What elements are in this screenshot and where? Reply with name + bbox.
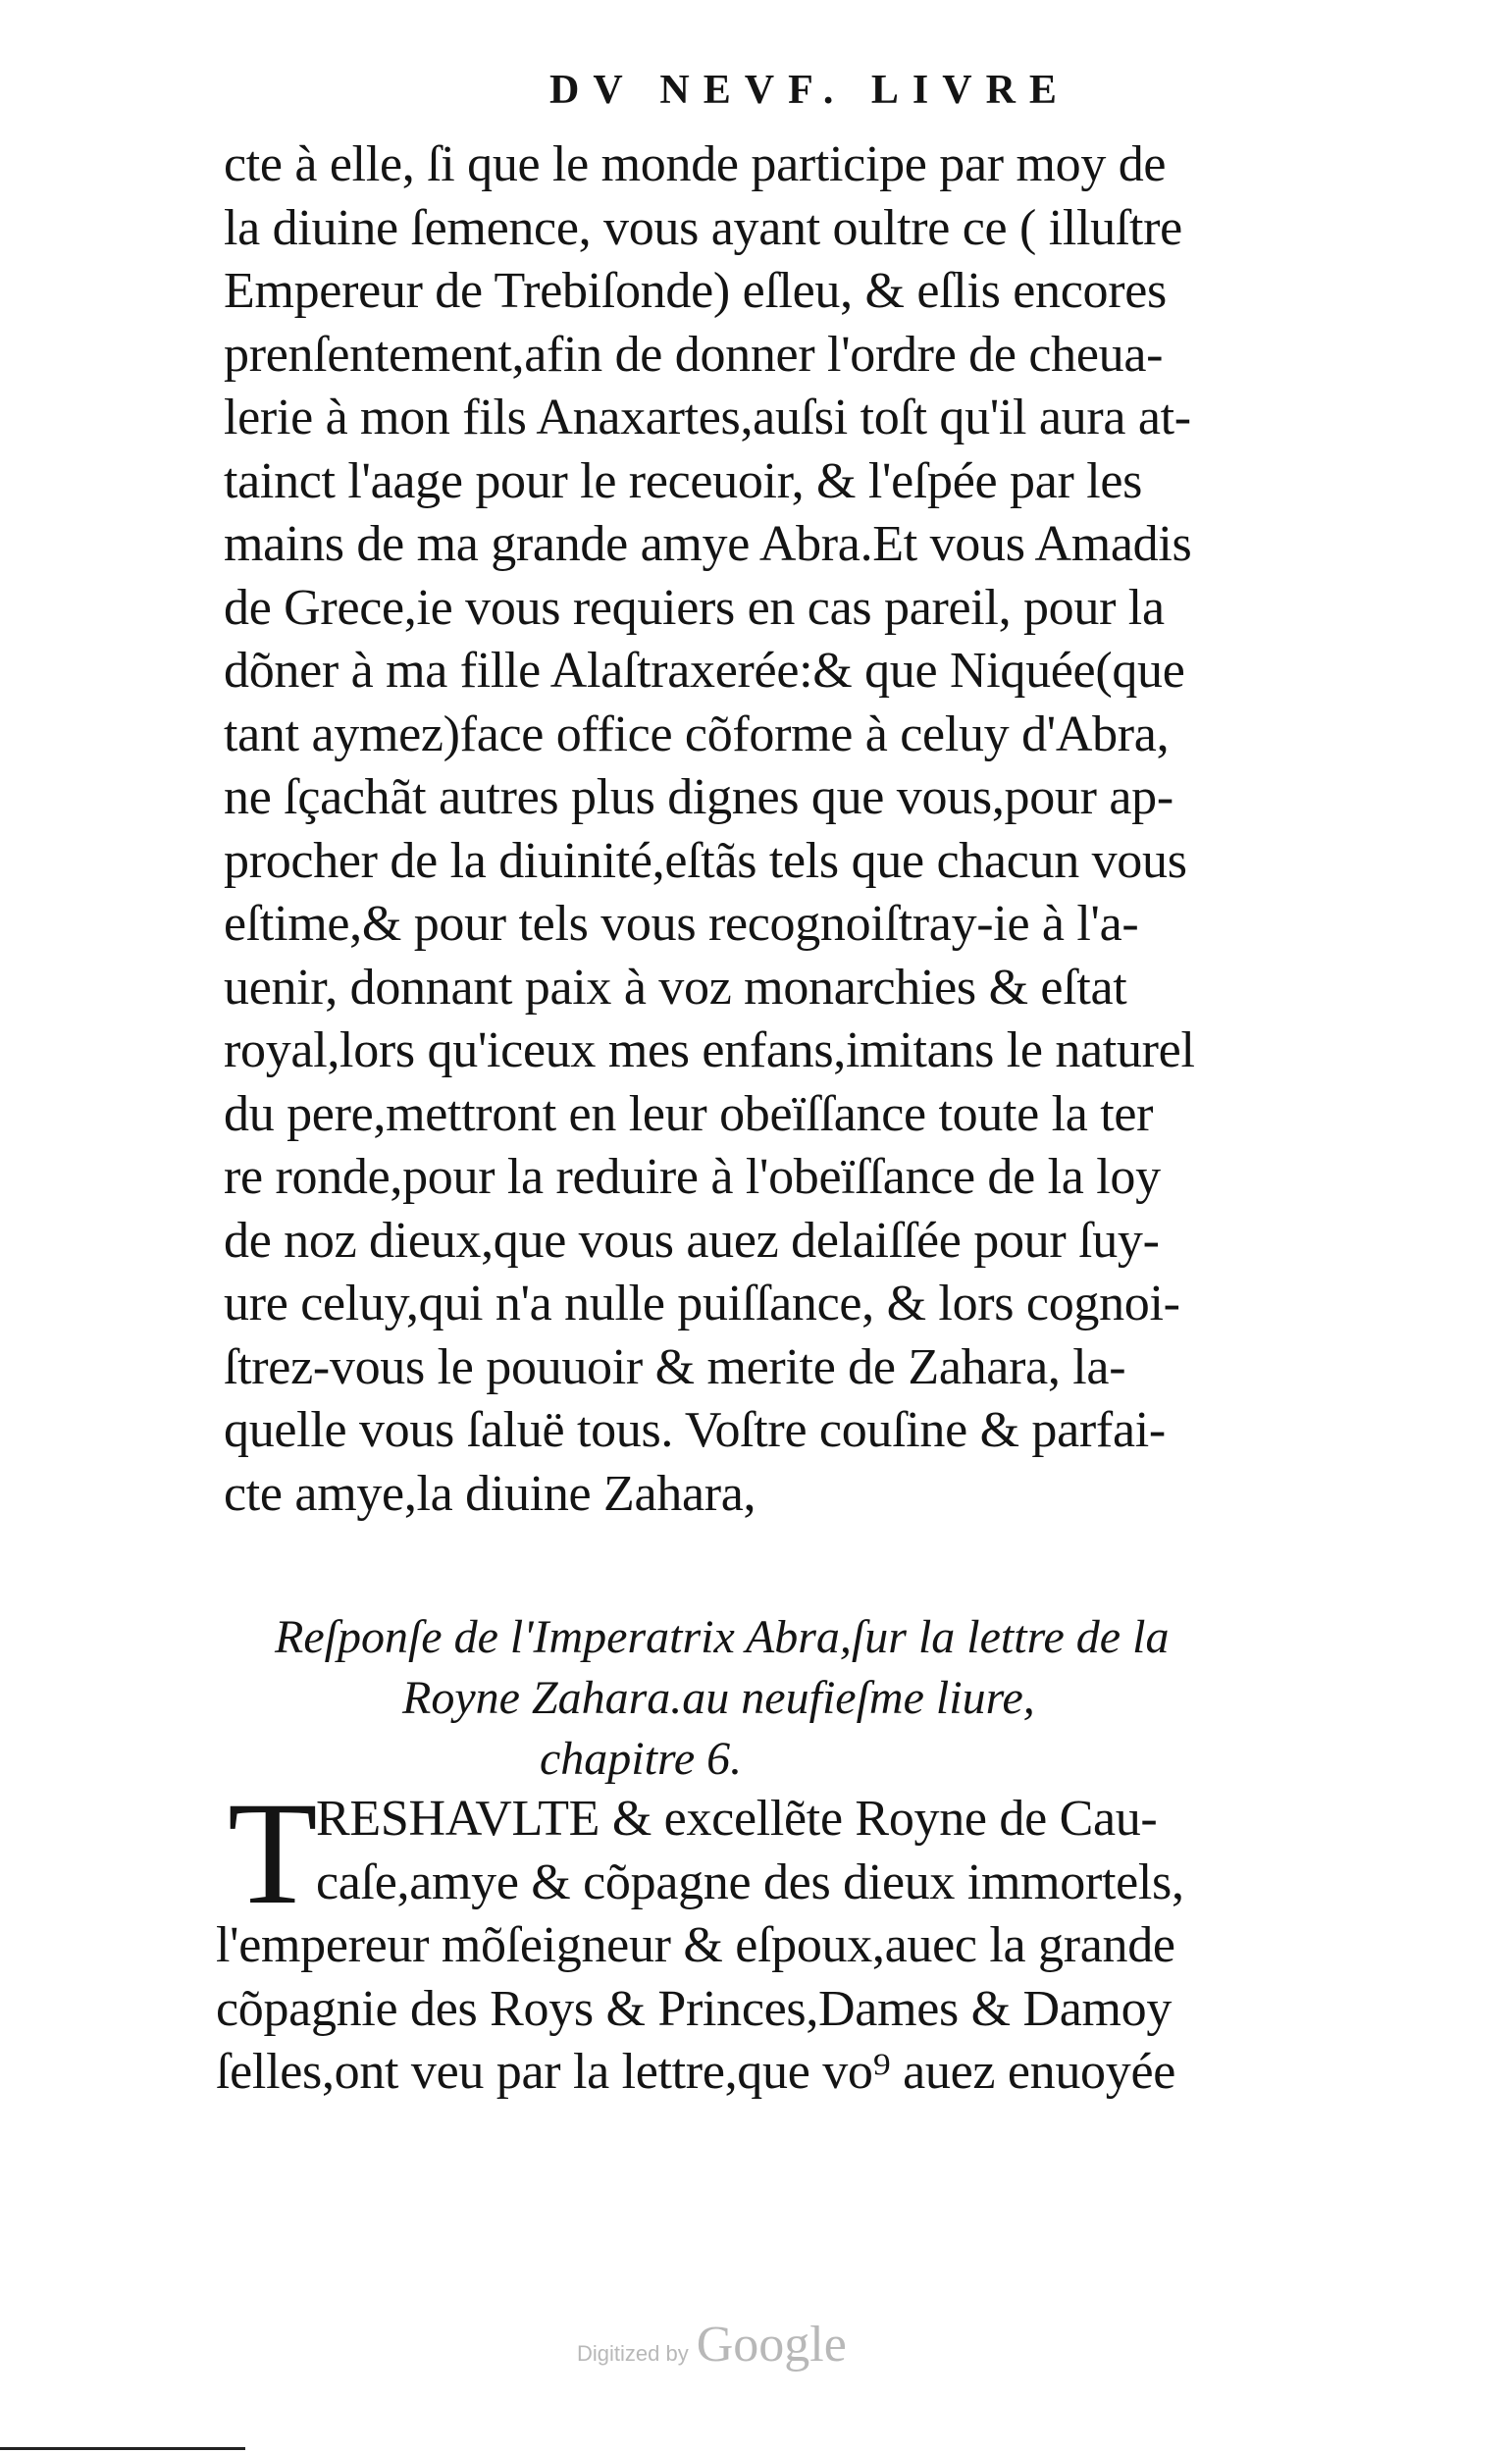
text-line: de Grece,ie vous requiers en cas pareil, pour la [224,579,1165,636]
section-heading [275,1607,1256,1790]
letter-line: cõpagnie des Roys & Princes,Dames & Damoy [216,1980,1173,2037]
text-line: eſtime,& pour tels vous recognoiſtray-ie à l'a- [224,896,1139,952]
google-logo: Google [696,2317,847,2373]
letter-line: ſelles,ont veu par la lettre,que vo⁹ auez enuoyée [216,2044,1175,2100]
letter-line: RESHAVLTE & excellẽte Royne de Cau- [316,1791,1158,1847]
text-line: la diuine ſemence, vous ayant oultre ce ( illuſtre [224,199,1182,256]
text-line: tant aymez)face office cõforme à celuy d'Abra, [224,705,1170,762]
main-text-block [224,133,1323,1526]
text-line: cte amye,la diuine Zahara, [224,1465,756,1522]
letter-line: l'empereur mõſeigneur & eſpoux,auec la grande [216,1917,1175,1973]
text-line: lerie à mon fils Anaxartes,auſsi toſt qu'il aura at- [224,390,1191,445]
heading-line: chapitre 6. [540,1733,743,1785]
text-line: ne ſçachãt autres plus dignes que vous,pour ap- [224,769,1173,825]
digitized-label: Digitized by [577,2341,689,2366]
text-line: dõner à ma fille Alaſtraxerée:& que Niquée(que [224,643,1185,699]
text-line: Empereur de Trebiſonde) eſleu, & eſlis encores [224,263,1167,319]
running-title: DV NEVF. LIVRE [549,68,1070,113]
text-line: ure celuy,qui n'a nulle puiſſance, & lors cognoi- [224,1276,1180,1331]
text-line: de noz dieux,que vous auez delaiſſée pour ſuy- [224,1212,1160,1269]
text-line: uenir, donnant paix à voz monarchies & eſtat [224,959,1127,1016]
letter-text-block [216,1772,1325,2105]
bottom-rule [0,2447,245,2450]
text-line: cte à elle, ſi que le monde participe par moy de [224,136,1167,192]
text-line: ſtrez-vous le pouuoir & merite de Zahara, la- [224,1338,1126,1395]
text-line: procher de la diuinité,eſtãs tels que chacun vous [224,832,1187,889]
text-line: royal,lors qu'iceux mes enfans,imitans le naturel [224,1022,1195,1078]
digitized-watermark [577,2316,847,2374]
letter-line: caſe,amye & cõpagne des dieux immortels, [316,1853,1184,1910]
heading-line: Royne Zahara.au neufieſme liure, [402,1672,1035,1724]
text-line: quelle vous ſaluë tous. Voſtre couſine & parfai- [224,1402,1166,1458]
text-line: tainct l'aage pour le receuoir, & l'eſpée par les [224,452,1143,509]
text-line: mains de ma grande amye Abra.Et vous Amadis [224,516,1192,572]
text-line: prenſentement,afin de donner l'ordre de cheua- [224,326,1164,383]
drop-cap: T [228,1772,318,1935]
heading-line: Reſponſe de l'Imperatrix Abra,ſur la lettre de la [275,1611,1170,1663]
text-line: du pere,mettront en leur obeïſſance toute la ter [224,1085,1154,1142]
text-line: re ronde,pour la reduire à l'obeïſſance de la loy [224,1149,1161,1205]
